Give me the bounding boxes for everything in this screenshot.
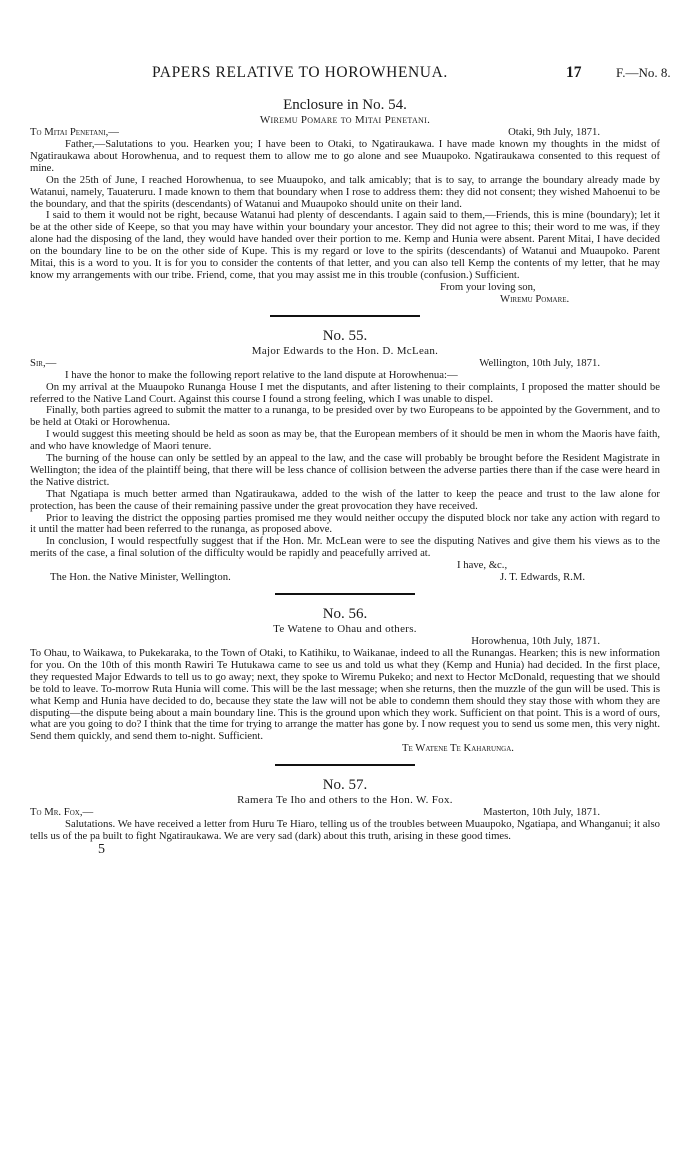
- paragraph: Prior to leaving the district the opposing parties promised me they would neither occupy the disputed block nor take any action with regard to it until the matter had been referred to the runanga, as proposed above.: [30, 511, 660, 536]
- page-number: 17: [566, 64, 582, 81]
- section-subheading: Ramera Te Iho and others to the Hon. W. Fox.: [237, 794, 453, 807]
- salutation: To Mitai Penetani,—: [30, 126, 119, 138]
- paragraph: I said to them it would not be right, because Watanui had plenty of descendants. I again said to them,—Friends, this is mine (boundary); let it be at the other side of Keepe, so that you may have within your boundary your ancestor. They did not agree to this; their word to me was, if they alone had the disposing of the land, they would have handed over their portion to me. Kemp and Hunia were absent. Parent Mitai, I have decided on the boundary line to be on the other side of Kupe. This is my regard or love to the spirits (descendants) of Watanui and Muaupoko. Parent Mitai, this is a word to you. It is for you to consider the contents of that letter, and you can also tell Kemp the contents of my letter, that he may know my arrangements with our tribe. Friend, come, that you may assist me in this trouble (confusion.) Sufficient.: [30, 209, 660, 281]
- section-divider: [275, 764, 415, 766]
- page-body: [30, 96, 660, 857]
- place-date: Wellington, 10th July, 1871.: [479, 356, 600, 369]
- paragraph: That Ngatiapa is much better armed than Ngatiraukawa, added to the wish of the latter to keep the peace and trust to the law alone for protection, has been the cause of their remaining passive under the great provocation they have received.: [30, 487, 660, 512]
- letter-56: [30, 605, 660, 755]
- place-date: Horowhenua, 10th July, 1871.: [471, 635, 600, 648]
- paragraph: Father,—Salutations to you. Hearken you; I have been to Otaki, to Ngatiraukawa. I have made known my thoughts in the midst of Ngatiraukawa about Horowhenua, and to request them to allow me to go alone and see Muaupoko. Ngatiraukawa consented to this request of mine.: [30, 138, 660, 174]
- section-subheading: Wiremu Pomare to Mitai Penetani.: [259, 114, 431, 126]
- signature: Te Watene Te Kaharunga.: [402, 742, 514, 755]
- salutation: Sir,—: [30, 356, 57, 369]
- section-heading: Enclosure in No. 54.: [283, 97, 407, 113]
- section-heading: No. 55.: [322, 327, 368, 344]
- address-line: [30, 807, 660, 819]
- signature: J. T. Edwards, R.M.: [500, 571, 586, 584]
- section-divider: [270, 315, 420, 317]
- paragraph: On my arrival at the Muaupoko Runanga House I met the disputants, and after listening to their complaints, I proposed the matter should be referred to the Native Land Court. Against this course I found a strong feeling, which I was unable to dispel.: [30, 380, 660, 405]
- salutation: To Mr. Fox,—: [30, 806, 94, 819]
- paper-reference: F.—No. 8.: [616, 65, 671, 80]
- address-line: [30, 358, 660, 370]
- paragraph: Salutations. We have received a letter from Huru Te Hiaro, telling us of the troubles between Muaupoko, Ngatiapa, and Whanganui; it also tells us of the pa built to fight Ngatiraukawa. We are very sad (dark) about this truth, arising in these good times.: [30, 818, 660, 843]
- paragraph: I would suggest this meeting should be held as soon as may be, that the European members of it should be men in whom the Maoris have faith, and who have knowledge of Maori tenure.: [30, 428, 660, 453]
- paragraph: I have the honor to make the following report relative to the land dispute at Horowhenua:—: [65, 368, 458, 381]
- paragraph: On the 25th of June, I reached Horowhenua, to see Muaupoko, and talk amicably; that is to say, to arrange the boundary already made by Watanui, namely, Tauateruru. I made known to them that boundary when I rose to address them: they did not consent; they wished Mahoenui to be the boundary, and that the spirits (descendants) of Watanui and Muaupoko should unite on their land.: [30, 173, 660, 210]
- paragraph: Finally, both parties agreed to submit the matter to a runanga, to be presided over by two Europeans to be appointed by the Government, and to be held at Otaki or Horowhenua.: [30, 404, 660, 429]
- enclosure-54: [30, 96, 660, 306]
- section-subheading: Te Watene to Ohau and others.: [273, 623, 417, 636]
- letter-55: [30, 327, 660, 584]
- addressee: The Hon. the Native Minister, Wellington.: [50, 571, 231, 584]
- handwritten-note: 5: [98, 841, 105, 857]
- addressee-line: [30, 572, 660, 584]
- letter-57: [30, 776, 660, 857]
- closing-line: I have, &c.,: [457, 559, 508, 572]
- closing-line: From your loving son,: [440, 280, 536, 293]
- signature: Wiremu Pomare.: [500, 292, 570, 305]
- place-date: Masterton, 10th July, 1871.: [483, 806, 600, 819]
- paragraph: To Ohau, to Waikawa, to Pukekaraka, to the Town of Otaki, to Katihiku, to Waikanae, indeed to all the Runangas. Hearken; this is new information for you. On the 10th of this month Rawiri Te Hutukawa came to see us and told us what they (Kemp and Hunia) had decided. In the first place, they requested Major Edwards to tell us to go away; next, they spoke to Wiremu Pukeko; and next to Hector McDonald, requesting that we should be told to leave. To-morrow Ruta Hunia will come. This will be the last message; when she returns, then the muzzle of the gun will be used. This is what Kemp and Hunia have decided to do, because they state the law will not be able to condemn them should they stay those with whom they are disputing—the dispute being about a main boundary line. This is the ground upon which they work. Sufficient on that point. This is a word of ours, what are you going to do? I think that the time for trying to arrange the matter has gone by. I now request you to send us some men, this very night. Send them quickly, and send them to-night. Sufficient.: [30, 647, 660, 743]
- place-date: Otaki, 9th July, 1871.: [508, 126, 600, 138]
- running-title: PAPERS RELATIVE TO HOROWHENUA.: [152, 64, 448, 81]
- page-header: [0, 64, 700, 86]
- section-divider: [275, 593, 415, 595]
- section-heading: No. 57.: [322, 777, 368, 794]
- paragraph: In conclusion, I would respectfully suggest that if the Hon. Mr. McLean were to see the disputing Natives and give them his views as to the merits of the case, a final solution of the difficulty would be rapidly and peacefully arrived at.: [30, 535, 660, 560]
- paragraph: The burning of the house can only be settled by an appeal to the law, and the case will probably be brought before the Resident Magistrate in Wellington; the idea of the plaintiff being, that there will be less chance of collision between the adverse parties there than if the case were heard in the Native district.: [30, 452, 660, 488]
- section-heading: No. 56.: [322, 606, 368, 623]
- section-subheading: Major Edwards to the Hon. D. McLean.: [251, 344, 439, 357]
- address-line: [30, 127, 660, 139]
